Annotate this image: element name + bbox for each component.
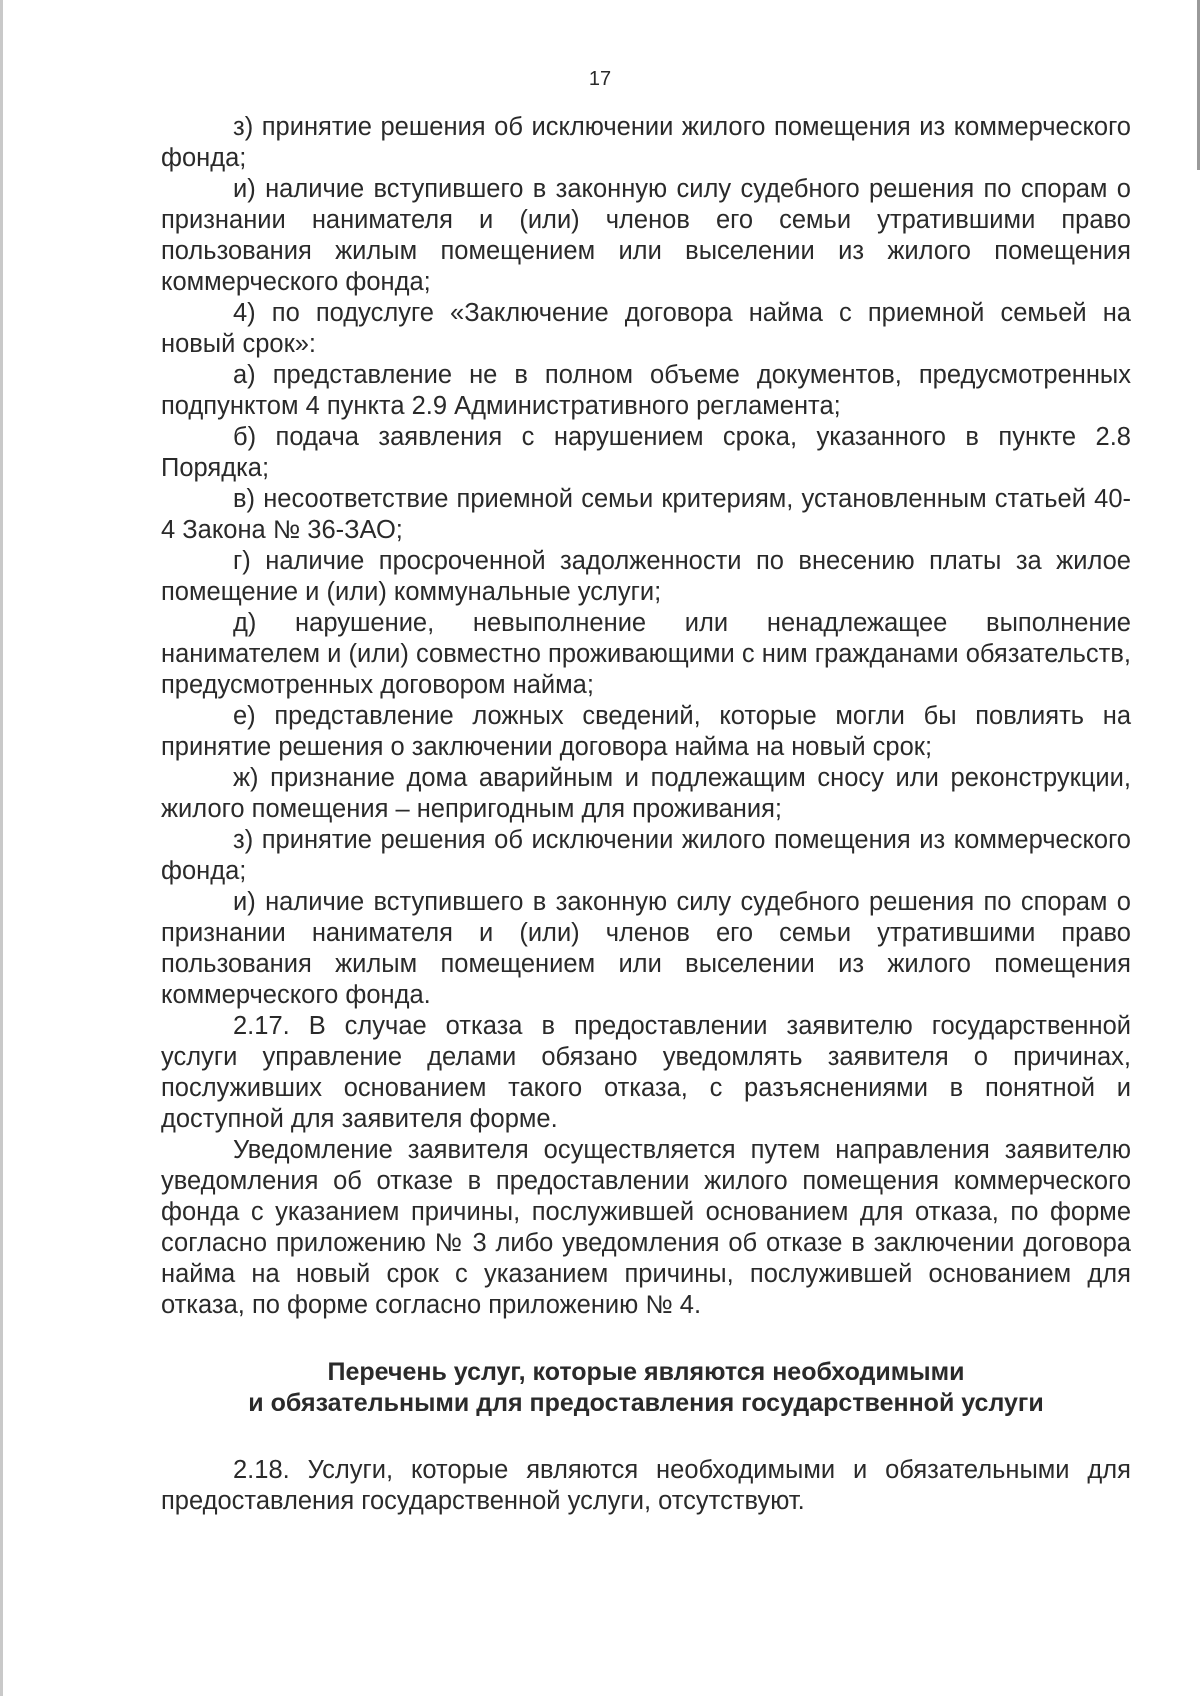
document-body xyxy=(161,112,1131,1517)
section-heading-line-2: и обязательными для предоставления государственной услуги xyxy=(248,1389,1044,1417)
paragraph-zh-emergency: ж) признание дома аварийным и подлежащим сносу или реконструкции, жилого помещения – непригодным для проживания; xyxy=(161,764,1131,823)
paragraph-4-subservice: 4) по подуслуге «Заключение договора найма с приемной семьей на новый срок»: xyxy=(161,299,1131,358)
paragraph-2-18-services: 2.18. Услуги, которые являются необходимыми и обязательными для предоставления государственной услуги, отсутствуют. xyxy=(161,1456,1131,1515)
paragraph-v-criteria: в) несоответствие приемной семьи критериям, установленным статьей 40-4 Закона № 36-ЗАО; xyxy=(161,485,1131,544)
paragraph-d-violation: д) нарушение, невыполнение или ненадлежащее выполнение нанимателем и (или) совместно проживающими с ним гражданами обязательств, предусмотренных договором найма; xyxy=(161,609,1131,699)
paragraph-2-17-refusal: 2.17. В случае отказа в предоставлении заявителю государственной услуги управление делами обязано уведомлять заявителя о причинах, послуживших основанием такого отказа, с разъяснениями в понятной и доступной для заявителя форме. xyxy=(161,1012,1131,1133)
paragraph-z-exclusion-2: з) принятие решения об исключении жилого помещения из коммерческого фонда; xyxy=(161,826,1131,885)
paragraph-i-court-decision-1: и) наличие вступившего в законную силу судебного решения по спорам о признании нанимателя и (или) членов его семьи утратившими право пользования жилым помещением или выселении из жилого помещения коммерческого фонда; xyxy=(161,175,1131,296)
paragraph-g-debt: г) наличие просроченной задолженности по внесению платы за жилое помещение и (или) коммунальные услуги; xyxy=(161,547,1131,606)
page-number: 17 xyxy=(588,68,612,90)
section-heading xyxy=(161,1357,1131,1419)
paragraph-notification: Уведомление заявителя осуществляется путем направления заявителю уведомления об отказе в предоставлении жилого помещения коммерческого фонда с указанием причины, послужившей основанием для отказа, по форме согласно приложению № 3 либо уведомления об отказе в заключении договора найма на новый срок с указанием причины, послужившей основанием для отказа, по форме согласно приложению № 4. xyxy=(161,1136,1131,1319)
paragraph-i-court-decision-2: и) наличие вступившего в законную силу судебного решения по спорам о признании нанимателя и (или) членов его семьи утратившими право пользования жилым помещением или выселении из жилого помещения коммерческого фонда. xyxy=(161,888,1131,1009)
scan-left-edge xyxy=(0,0,3,1696)
paragraph-z-exclusion-1: з) принятие решения об исключении жилого помещения из коммерческого фонда; xyxy=(161,113,1131,172)
section-heading-line-1: Перечень услуг, которые являются необходимыми xyxy=(327,1358,965,1386)
paragraph-a-incomplete-docs: а) представление не в полном объеме документов, предусмотренных подпунктом 4 пункта 2.9 Административного регламента; xyxy=(161,361,1131,420)
paragraph-b-deadline: б) подача заявления с нарушением срока, указанного в пункте 2.8 Порядка; xyxy=(161,423,1131,482)
paragraph-e-false-info: е) представление ложных сведений, которые могли бы повлиять на принятие решения о заключении договора найма на новый срок; xyxy=(161,702,1131,761)
